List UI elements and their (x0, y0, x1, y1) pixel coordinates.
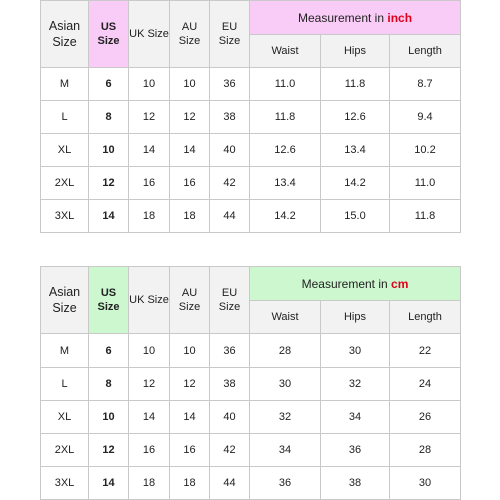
table-row (41, 101, 461, 134)
asian-size-label: Asian Size (48, 285, 81, 315)
eu-cell: 36 (210, 68, 250, 101)
eu-cell: 36 (210, 334, 250, 368)
asian-cell: 2XL (41, 434, 89, 467)
uk-cell: 12 (129, 101, 170, 134)
eu-cell: 44 (210, 200, 250, 233)
length-cell: 28 (390, 434, 461, 467)
length-cell: 11.0 (390, 167, 461, 200)
length-cell: 30 (390, 467, 461, 500)
length-header: Length (390, 301, 461, 334)
uk-cell: 10 (129, 68, 170, 101)
asian-cell: 2XL (41, 167, 89, 200)
au-cell: 14 (170, 134, 210, 167)
uk-cell: 14 (129, 134, 170, 167)
length-cell: 26 (390, 401, 461, 434)
length-cell: 11.8 (390, 200, 461, 233)
hips-cell: 11.8 (321, 68, 390, 101)
table-row (41, 467, 461, 500)
waist-cell: 14.2 (250, 200, 321, 233)
au-cell: 14 (170, 401, 210, 434)
au-cell: 18 (170, 467, 210, 500)
measurement-header-inch (250, 1, 461, 35)
length-cell: 24 (390, 368, 461, 401)
measurement-prefix: Measurement in (297, 10, 388, 25)
asian-cell: XL (41, 134, 89, 167)
size-chart-cm (40, 266, 461, 500)
uk-cell: 16 (129, 434, 170, 467)
length-header: Length (390, 35, 461, 68)
au-cell: 16 (170, 434, 210, 467)
us-cell: 6 (89, 68, 129, 101)
au-cell: 16 (170, 167, 210, 200)
length-cell: 9.4 (390, 101, 461, 134)
waist-cell: 12.6 (250, 134, 321, 167)
asian-cell: L (41, 368, 89, 401)
eu-cell: 44 (210, 467, 250, 500)
eu-cell: 38 (210, 101, 250, 134)
table-row (41, 434, 461, 467)
unit-cm: cm (391, 276, 409, 291)
uk-cell: 18 (129, 200, 170, 233)
us-cell: 8 (89, 101, 129, 134)
eu-size-label: EU Size (218, 21, 241, 47)
au-cell: 12 (170, 368, 210, 401)
asian-cell: L (41, 101, 89, 134)
waist-cell: 30 (250, 368, 321, 401)
us-cell: 6 (89, 334, 129, 368)
eu-cell: 42 (210, 167, 250, 200)
uk-cell: 14 (129, 401, 170, 434)
au-cell: 18 (170, 200, 210, 233)
asian-size-header (41, 267, 89, 334)
us-cell: 14 (89, 200, 129, 233)
asian-cell: M (41, 334, 89, 368)
length-cell: 8.7 (390, 68, 461, 101)
us-size-label: US Size (97, 287, 120, 313)
eu-cell: 40 (210, 134, 250, 167)
us-cell: 8 (89, 368, 129, 401)
waist-header: Waist (250, 35, 321, 68)
measurement-header-cm (250, 267, 461, 301)
eu-cell: 40 (210, 401, 250, 434)
hips-cell: 13.4 (321, 134, 390, 167)
measurement-prefix: Measurement in (301, 276, 392, 291)
eu-size-label: EU Size (218, 287, 241, 313)
hips-cell: 36 (321, 434, 390, 467)
uk-size-label: UK Size (129, 28, 169, 40)
waist-header: Waist (250, 301, 321, 334)
us-cell: 12 (89, 434, 129, 467)
uk-size-header (129, 267, 170, 334)
uk-size-label: UK Size (129, 294, 169, 306)
uk-cell: 16 (129, 167, 170, 200)
waist-cell: 34 (250, 434, 321, 467)
table-row (41, 167, 461, 200)
us-cell: 12 (89, 167, 129, 200)
us-size-label: US Size (97, 21, 120, 47)
table-row (41, 401, 461, 434)
asian-size-header (41, 1, 89, 68)
hips-cell: 15.0 (321, 200, 390, 233)
au-size-header (170, 1, 210, 68)
hips-cell: 30 (321, 334, 390, 368)
waist-cell: 11.8 (250, 101, 321, 134)
unit-inch: inch (387, 10, 413, 25)
waist-cell: 32 (250, 401, 321, 434)
waist-cell: 28 (250, 334, 321, 368)
hips-header: Hips (321, 301, 390, 334)
au-cell: 10 (170, 68, 210, 101)
uk-cell: 18 (129, 467, 170, 500)
asian-cell: 3XL (41, 200, 89, 233)
asian-cell: M (41, 68, 89, 101)
au-size-header (170, 267, 210, 334)
asian-cell: XL (41, 401, 89, 434)
uk-cell: 10 (129, 334, 170, 368)
hips-cell: 34 (321, 401, 390, 434)
au-cell: 12 (170, 101, 210, 134)
table-row (41, 134, 461, 167)
waist-cell: 13.4 (250, 167, 321, 200)
us-cell: 10 (89, 134, 129, 167)
hips-cell: 32 (321, 368, 390, 401)
length-cell: 22 (390, 334, 461, 368)
eu-size-header (210, 267, 250, 334)
us-cell: 10 (89, 401, 129, 434)
us-size-header (89, 1, 129, 68)
eu-cell: 42 (210, 434, 250, 467)
table-row (41, 68, 461, 101)
us-cell: 14 (89, 467, 129, 500)
asian-size-label: Asian Size (48, 19, 81, 49)
hips-header: Hips (321, 35, 390, 68)
au-size-label: AU Size (178, 21, 201, 47)
eu-cell: 38 (210, 368, 250, 401)
table-row (41, 334, 461, 368)
us-size-header (89, 267, 129, 334)
table-row (41, 200, 461, 233)
au-cell: 10 (170, 334, 210, 368)
waist-cell: 36 (250, 467, 321, 500)
au-size-label: AU Size (178, 287, 201, 313)
table-row (41, 368, 461, 401)
eu-size-header (210, 1, 250, 68)
uk-cell: 12 (129, 368, 170, 401)
asian-cell: 3XL (41, 467, 89, 500)
size-chart-inch (40, 0, 461, 233)
hips-cell: 12.6 (321, 101, 390, 134)
uk-size-header (129, 1, 170, 68)
waist-cell: 11.0 (250, 68, 321, 101)
hips-cell: 14.2 (321, 167, 390, 200)
length-cell: 10.2 (390, 134, 461, 167)
hips-cell: 38 (321, 467, 390, 500)
